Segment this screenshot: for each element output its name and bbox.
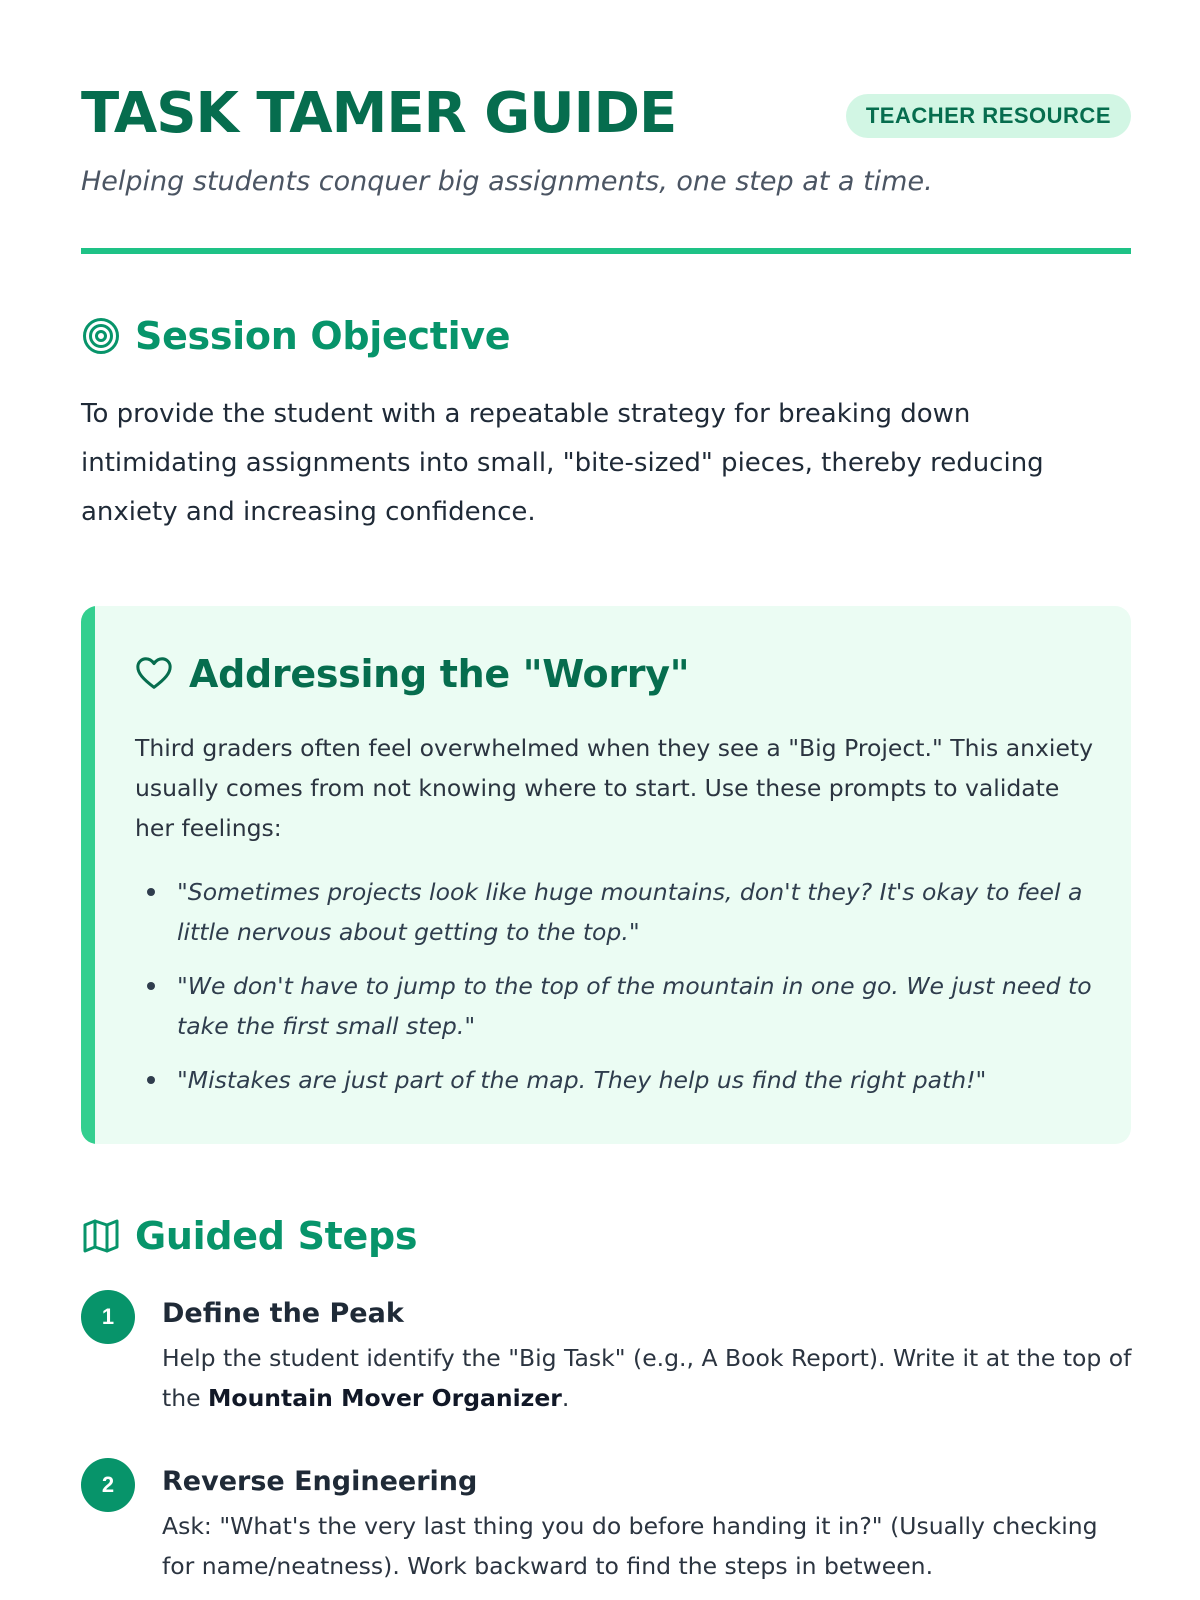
session-objective-heading	[81, 308, 510, 364]
resource-badge: TEACHER RESOURCE	[846, 94, 1131, 138]
step-description-text: Help the student identify the "Big Task" (e.g., A Book Report). Write it at the top of the	[162, 1344, 1132, 1412]
worry-callout	[81, 606, 1131, 1144]
step-description: Ask: "What's the very last thing you do before handing it in?" (Usually checking for name/neatness). Work backward to find the steps in between.	[162, 1512, 1098, 1580]
callout-accent-bar	[81, 606, 95, 1144]
section-title: Session Objective	[135, 314, 511, 358]
page-title: TASK TAMER GUIDE	[81, 81, 677, 146]
prompt-item	[135, 966, 1095, 1046]
page-header	[81, 80, 1131, 255]
page-subtitle: Helping students conquer big assignments, one step at a time.	[81, 166, 933, 197]
section-title: Guided Steps	[135, 1214, 418, 1258]
organizer-name: Mountain Mover Organizer	[208, 1384, 562, 1412]
bullet-dot	[147, 888, 155, 896]
prompt-list	[135, 872, 1095, 1114]
header-divider	[81, 248, 1131, 254]
target-icon	[81, 316, 121, 356]
step-number-badge: 1	[81, 1290, 135, 1344]
prompt-text: "We don't have to jump to the top of the mountain in one go. We just need to take the first small step."	[177, 972, 1092, 1040]
prompt-item	[135, 872, 1095, 952]
step-title: Reverse Engineering	[162, 1466, 478, 1497]
bullet-dot	[147, 1076, 155, 1084]
prompt-item	[135, 1060, 1095, 1100]
step-description	[162, 1338, 1132, 1418]
map-icon	[81, 1216, 121, 1256]
objective-text: To provide the student with a repeatable strategy for breaking down intimidating assignments into small, "bite-sized" pieces, thereby reducing anxiety and increasing confidence.	[81, 399, 1044, 527]
worry-heading	[135, 646, 689, 702]
prompt-text: "Mistakes are just part of the map. They help us find the right path!"	[177, 1066, 987, 1094]
heart-icon	[135, 655, 173, 693]
bullet-dot	[147, 982, 155, 990]
prompt-text: "Sometimes projects look like huge mountains, don't they? It's okay to feel a little nervous about getting to the top."	[177, 878, 1083, 946]
worry-intro: Third graders often feel overwhelmed when they see a "Big Project." This anxiety usually comes from not knowing where to start. Use these prompts to validate her feelings:	[135, 734, 1094, 842]
guided-steps-heading	[81, 1208, 417, 1264]
step-description-end: .	[561, 1384, 570, 1412]
step-number-badge: 2	[81, 1458, 135, 1512]
section-title: Addressing the "Worry"	[189, 652, 690, 696]
step-title: Define the Peak	[162, 1298, 404, 1329]
